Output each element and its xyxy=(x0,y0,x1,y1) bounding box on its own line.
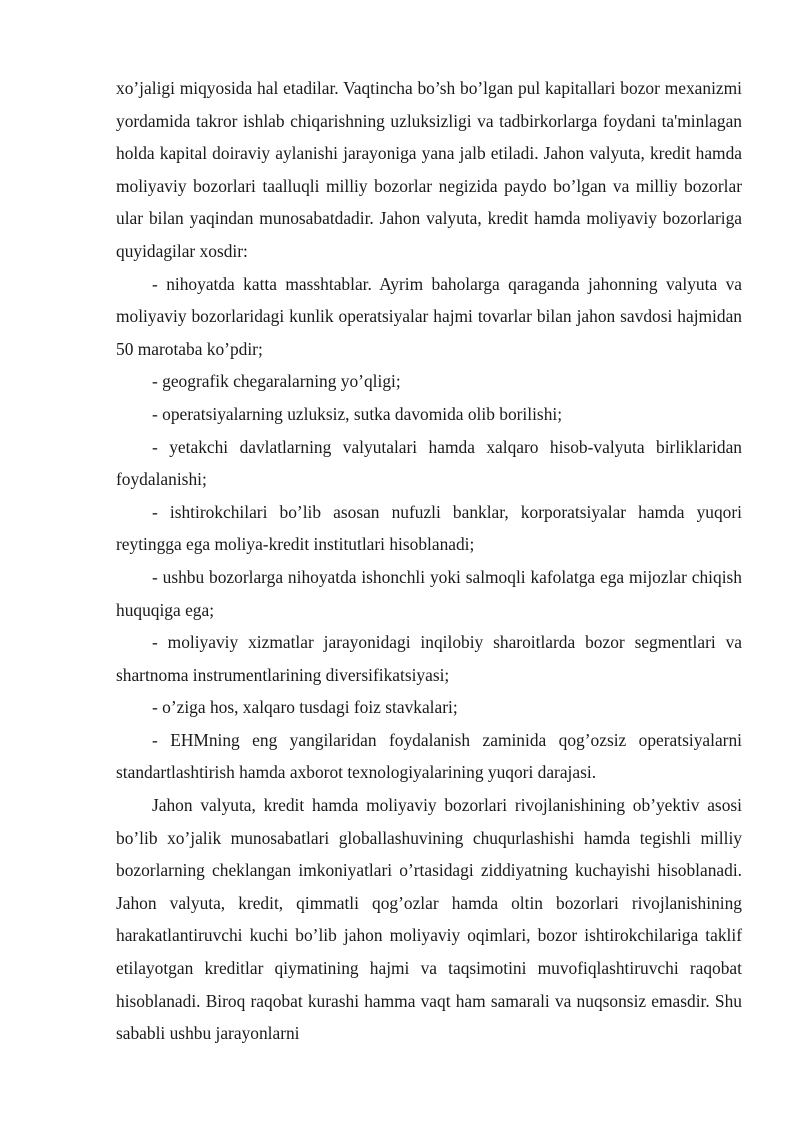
list-item: - o’ziga hos, xalqaro tusdagi foiz stavkalari; xyxy=(152,697,458,718)
list-item: - geografik chegaralarning yo’qligi; xyxy=(152,371,401,392)
list-item: - operatsiyalarning uzluksiz, sutka davomida olib borilishi; xyxy=(152,403,563,424)
list-item: - nihoyatda katta masshtablar. Ayrim baholarga qaraganda jahonning valyuta va moliyaviy bozorlaridagi kunlik operatsiyalar hajmi tovarlar bilan jahon savdosi hajmidan 50 marotaba ko’pdir; xyxy=(116,273,742,359)
list-item: - yetakchi davlatlarning valyutalari hamda xalqaro hisob-valyuta birliklaridan foydalanishi; xyxy=(116,436,742,490)
list-item: - moliyaviy xizmatlar jarayonidagi inqilobiy sharoitlarda bozor segmentlari va shartnoma instrumentlarining diversifikatsiyasi; xyxy=(116,632,742,685)
list-item: - EHMning eng yangilaridan foydalanish zaminida qog’ozsiz operatsiyalarni standartlashtirish hamda axborot texnologiyalarining yuqori darajasi. xyxy=(116,729,742,783)
list-item: - ishtirokchilari bo’lib asosan nufuzli banklar, korporatsiyalar hamda yuqori reytingga ega moliya-kredit institutlari hisoblanadi; xyxy=(116,501,742,555)
list-item: - ushbu bozorlarga nihoyatda ishonchli yoki salmoqli kafolatga ega mijozlar chiqish huquqiga ega; xyxy=(116,566,742,620)
paragraph: xo’jaligi miqyosida hal etadilar. Vaqtincha bo’sh bo’lgan pul kapitallari bozor mexanizmi yordamida takror ishlab chiqarishning uzluksizligi va tadbirkorlarga foydani ta'minlagan holda kapital doiraviy aylanishi jarayoniga yana jalb etiladi. Jahon valyuta, kredit hamda moliyaviy bozorlari taalluqli milliy bozorlar negizida paydo bo’lgan va milliy bozorlar ular bilan yaqindan munosabatdadir. Jahon valyuta, kredit hamda moliyaviy bozorlariga quyidagilar xosdir: xyxy=(116,78,742,261)
body-text xyxy=(116,72,742,1050)
paragraph: Jahon valyuta, kredit hamda moliyaviy bozorlari rivojlanishining ob’yektiv asosi bo’lib xo’jalik munosabatlari globallashuvining chuqurlashishi hamda tegishli milliy bozorlarning cheklangan imkoniyatlari o’rtasidagi ziddiyatning kuchayishi hisoblanadi. Jahon valyuta, kredit, qimmatli qog’ozlar hamda oltin bozorlari rivojlanishining harakatlantiruvchi kuchi bo’lib jahon moliyaviy oqimlari, bozor ishtirokchilariga taklif etilayotgan kreditlar qiymatining hajmi va taqsimotini muvofiqlashtiruvchi raqobat hisoblanadi. Biroq raqobat kurashi hamma vaqt ham samarali va nuqsonsiz emasdir. Shu sababli ushbu jarayonlarni xyxy=(116,795,742,1044)
